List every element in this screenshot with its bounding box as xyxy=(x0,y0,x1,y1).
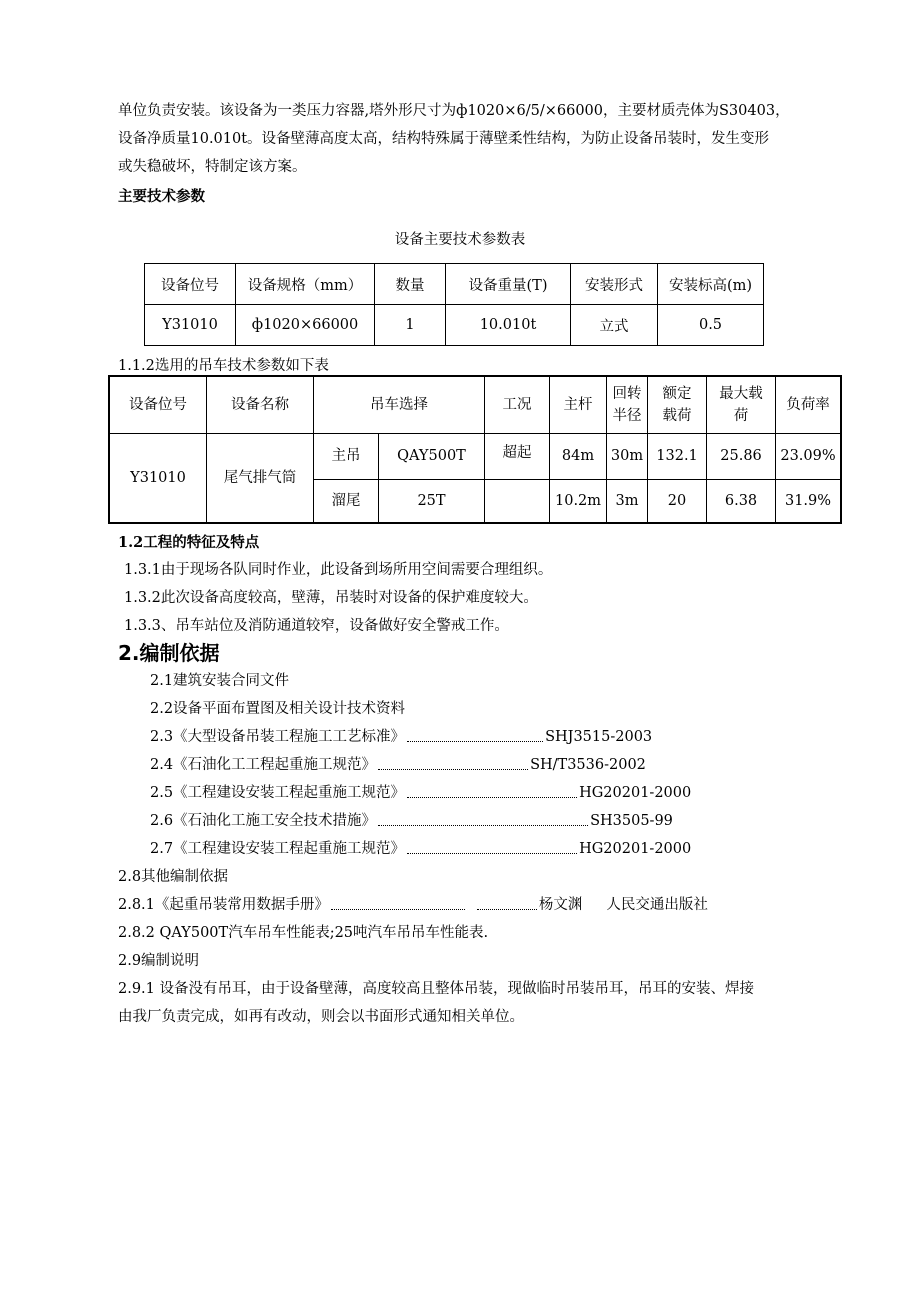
table-header-cell: 安装标高(m) xyxy=(658,264,764,305)
other-basis-text: 2.8.1《起重吊装常用数据手册》 xyxy=(118,897,329,913)
basis-text: 2.5《工程建设安装工程起重施工规范》 xyxy=(150,785,406,801)
intro-line-1: 单位负责安装。该设备为一类压力容器,塔外形尺寸为ф1020×6/5/×66000，主要材质壳体为S30403， xyxy=(118,103,790,119)
table1-title: 设备主要技术参数表 xyxy=(394,231,526,248)
table-cell: QAY500T xyxy=(379,433,485,479)
basis-text: 2.1建筑安装合同文件 xyxy=(150,673,290,689)
basis-text: 2.6《石油化工施工安全技术措施》 xyxy=(150,813,377,829)
table-header-row xyxy=(109,376,841,433)
table2-caption: 1.1.2选用的吊车技术参数如下表 xyxy=(118,358,329,374)
table-cell: 23.09% xyxy=(776,433,841,479)
dot-leader xyxy=(331,900,465,910)
equipment-params-table xyxy=(144,263,764,346)
table-cell: 31.9% xyxy=(776,479,841,523)
feature-item: 1.3.2此次设备高度较高，壁薄，吊装时对设备的保护难度较大。 xyxy=(124,590,538,606)
table-cell: 10.010t xyxy=(446,305,571,346)
table-cell: 超起 xyxy=(485,433,550,479)
table-cell: ф1020×66000 xyxy=(236,305,375,346)
basis-text: 2.7《工程建设安装工程起重施工规范》 xyxy=(150,841,406,857)
basis-text: 2.4《石油化工工程起重施工规范》 xyxy=(150,757,377,773)
intro-line-3: 或失稳破坏，特制定该方案。 xyxy=(118,159,307,175)
basis-item xyxy=(150,811,673,831)
section-basis: 2.编制依据 xyxy=(118,641,220,665)
table-cell: 132.1 xyxy=(648,433,707,479)
basis-item xyxy=(150,671,289,691)
equipment-no-cell: Y31010 xyxy=(109,433,207,523)
dot-leader xyxy=(378,816,588,826)
basis-item xyxy=(150,783,691,803)
table-cell: 30m xyxy=(607,433,648,479)
other-basis-author: 杨文渊 xyxy=(538,897,583,913)
table-cell: 84m xyxy=(550,433,607,479)
table-cell: 主吊 xyxy=(314,433,379,479)
table-header-cell: 安装形式 xyxy=(571,264,658,305)
feature-item: 1.3.3、吊车站位及消防通道较窄，设备做好安全警戒工作。 xyxy=(124,618,509,634)
basis-code: SHJ3515-2003 xyxy=(545,729,653,745)
section-features: 1.2工程的特征及特点 xyxy=(118,534,260,551)
dot-leader xyxy=(378,760,528,770)
basis-code: SH/T3536-2002 xyxy=(530,757,646,773)
table-cell: 1 xyxy=(375,305,446,346)
crane-params-table xyxy=(108,375,842,524)
basis-item xyxy=(150,839,691,859)
table-cell: 3m xyxy=(607,479,648,523)
other-basis-item: 2.8.2 QAY500T汽车吊车性能表;25吨汽车吊吊车性能表. xyxy=(118,925,489,941)
table-row xyxy=(145,305,764,346)
table-header-cell: 吊车选择 xyxy=(314,376,485,433)
other-basis-publisher: 人民交通出版社 xyxy=(606,897,708,913)
table-header-cell: 工况 xyxy=(485,376,550,433)
table-header-row xyxy=(145,264,764,305)
table-cell: 25.86 xyxy=(707,433,776,479)
table-header-cell: 负荷率 xyxy=(776,376,841,433)
table-cell: 20 xyxy=(648,479,707,523)
table-cell: Y31010 xyxy=(145,305,236,346)
table-header-cell: 设备规格（mm） xyxy=(236,264,375,305)
basis-item xyxy=(150,699,405,719)
table-header-cell: 主杆 xyxy=(550,376,607,433)
basis-code: HG20201-2000 xyxy=(579,841,692,857)
table-header-cell: 设备位号 xyxy=(145,264,236,305)
section-main-params: 主要技术参数 xyxy=(118,188,205,205)
table-cell: 6.38 xyxy=(707,479,776,523)
table-header-cell: 设备重量(T) xyxy=(446,264,571,305)
table-cell: 10.2m xyxy=(550,479,607,523)
table-cell: 立式 xyxy=(571,305,658,346)
table-cell: 溜尾 xyxy=(314,479,379,523)
table-header-cell: 回转 半径 xyxy=(607,376,648,433)
dot-leader xyxy=(407,844,577,854)
table-header-cell: 最大载 荷 xyxy=(707,376,776,433)
notes-line-2: 由我厂负责完成，如再有改动，则会以书面形式通知相关单位。 xyxy=(118,1009,524,1025)
intro-line-2: 设备净质量10.010t。设备壁薄高度太高，结构特殊属于薄壁柔性结构，为防止设备吊装时，发生变形 xyxy=(118,131,770,147)
notes-title: 2.9编制说明 xyxy=(118,953,200,969)
other-basis-item xyxy=(118,895,708,915)
dot-leader xyxy=(407,788,577,798)
table-row xyxy=(109,433,841,479)
dot-leader xyxy=(477,900,537,910)
table-cell xyxy=(485,479,550,523)
table-header-cell: 额定 载荷 xyxy=(648,376,707,433)
basis-item xyxy=(150,727,652,747)
basis-code: SH3505-99 xyxy=(590,813,673,829)
notes-line-1: 2.9.1 设备没有吊耳，由于设备壁薄，高度较高且整体吊装，现做临时吊装吊耳，吊耳的安装、焊接 xyxy=(118,981,754,997)
table-cell: 0.5 xyxy=(658,305,764,346)
table-header-cell: 数量 xyxy=(375,264,446,305)
equipment-name-cell: 尾气排气筒 xyxy=(207,433,314,523)
table-header-cell: 设备位号 xyxy=(109,376,207,433)
basis-text: 2.2设备平面布置图及相关设计技术资料 xyxy=(150,701,406,717)
table-cell: 25T xyxy=(379,479,485,523)
dot-leader xyxy=(407,732,543,742)
other-basis-title: 2.8其他编制依据 xyxy=(118,869,229,885)
feature-item: 1.3.1由于现场各队同时作业，此设备到场所用空间需要合理组织。 xyxy=(124,562,553,578)
basis-code: HG20201-2000 xyxy=(579,785,692,801)
basis-item xyxy=(150,755,646,775)
table-header-cell: 设备名称 xyxy=(207,376,314,433)
basis-text: 2.3《大型设备吊装工程施工工艺标准》 xyxy=(150,729,406,745)
